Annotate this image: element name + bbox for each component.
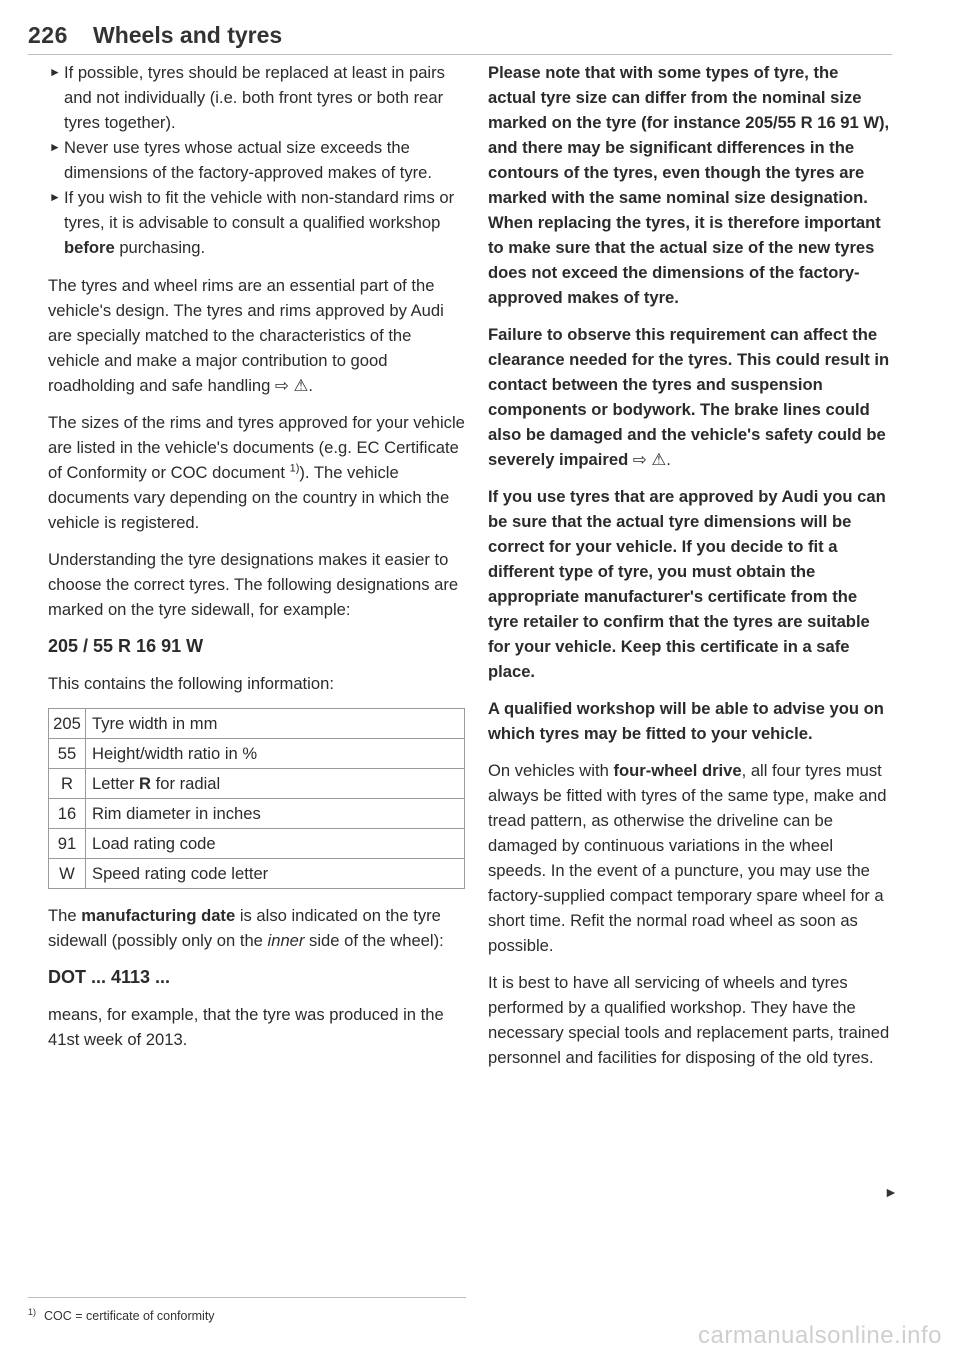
table-cell-code: 16 — [49, 799, 86, 829]
table-row — [49, 769, 465, 799]
table-cell-desc: Letter R for radial — [86, 769, 465, 799]
table-cell-desc: Height/width ratio in % — [86, 739, 465, 769]
warning-paragraph-size: Please note that with some types of tyre, the actual tyre size can differ from the nominal size marked on the tyre (for instance 205/55 R 16 91 W), and there may be significant differences in the contours of the tyres, even though the tyres are marked with the same nominal size designation. When replacing the tyres, it is therefore important to make sure that the actual size of the new tyres does not exceed the dimensions of the factory-approved makes of tyre. — [488, 63, 890, 307]
table-cell-desc: Load rating code — [86, 829, 465, 859]
right-column — [488, 60, 890, 1082]
bullet-list — [48, 60, 466, 260]
warning-reference-link[interactable]: ⇨ ⚠. — [274, 376, 313, 395]
section-title: Wheels and tyres — [93, 22, 283, 48]
list-item — [48, 135, 466, 185]
paragraph-sizes: The sizes of the rims and tyres approved for your vehicle are listed in the vehicle's documents (e.g. EC Certificate of Conformity or COC document $^{1)}$). The vehicle documents vary depending on the country in which the vehicle is registered. — [48, 413, 465, 532]
paragraph-info: This contains the following information: — [48, 674, 334, 693]
watermark: carmanualsonline.info — [698, 1322, 942, 1349]
footnote — [28, 1307, 215, 1323]
bullet-text: If possible, tyres should be replaced at least in pairs and not individually (i.e. both front tyres or both rear tyres together). — [64, 63, 445, 132]
table-row — [49, 709, 465, 739]
bullet-text-end: purchasing. — [114, 238, 206, 257]
bullet-text: Never use tyres whose actual size exceeds the dimensions of the factory-approved makes of tyre. — [64, 138, 433, 182]
continue-arrow-icon: ► — [884, 1184, 898, 1200]
footnote-text: COC = certificate of conformity — [44, 1309, 215, 1324]
footnote-reference[interactable]: 1) — [289, 462, 300, 475]
warning-paragraph-approved: If you use tyres that are approved by Audi you can be sure that the actual tyre dimensions will be correct for your vehicle. If you decide to fit a different type of tyre, you must obtain the appropriate manufacturer's certificate from the tyre retailer to confirm that the tyres are suitable for your vehicle. Keep this certificate in a safe place. — [488, 487, 886, 681]
page-header — [28, 14, 892, 55]
footnote-mark: 1) — [28, 1307, 37, 1317]
warning-reference-link[interactable]: ⇨ ⚠. — [632, 450, 671, 469]
emphasis-before: before — [64, 238, 115, 257]
table-cell-desc: Tyre width in mm — [86, 709, 465, 739]
table-row — [49, 829, 465, 859]
bullet-arrow-icon: ► — [49, 140, 61, 154]
tyre-designation-example: 205 / 55 R 16 91 W — [48, 636, 204, 656]
table-cell-desc: Speed rating code letter — [86, 859, 465, 889]
table-cell-code: 91 — [49, 829, 86, 859]
list-item — [48, 185, 466, 260]
table-cell-code: R — [49, 769, 86, 799]
table-cell-desc: Rim diameter in inches — [86, 799, 465, 829]
table-row — [49, 799, 465, 829]
table-row — [49, 859, 465, 889]
bullet-arrow-icon: ► — [49, 65, 61, 79]
paragraph-servicing: It is best to have all servicing of wheels and tyres performed by a qualified workshop. They have the necessary special tools and replacement parts, trained personnel and facilities for disposing of the old tyres. — [488, 973, 890, 1067]
dot-code-example: DOT ... 4113 ... — [48, 967, 171, 987]
bullet-text: If you wish to fit the vehicle with non-standard rims or tyres, it is advisable to consult a qualified workshop — [64, 188, 455, 232]
paragraph-designations: Understanding the tyre designations makes it easier to choose the correct tyres. The following designations are marked on the tyre sidewall, for example: — [48, 550, 459, 619]
table-cell-code: 55 — [49, 739, 86, 769]
list-item — [48, 60, 466, 135]
warning-paragraph-workshop: A qualified workshop will be able to advise you on which tyres may be fitted to your vehicle. — [488, 699, 884, 743]
table-row — [49, 739, 465, 769]
page-number: 226 — [28, 22, 68, 48]
paragraph-design: The tyres and wheel rims are an essential part of the vehicle's design. The tyres and rims approved by Audi are specially matched to the characteristics of the vehicle and make a major contribution to good roadholding and safe handling ⇨ ⚠. — [48, 276, 444, 395]
paragraph-dot-meaning: means, for example, that the tyre was produced in the 41st week of 2013. — [48, 1005, 444, 1049]
paragraph-four-wheel-drive: On vehicles with four-wheel drive, all four tyres must always be fitted with tyres of the same type, make and tread pattern, as otherwise the driveline can be damaged by continuous variations in the wheel speeds. In the event of a puncture, you may use the factory-supplied compact temporary spare wheel for a short time. Refit the normal road wheel as soon as possible. — [488, 761, 887, 955]
tyre-designation-table — [48, 708, 465, 889]
table-cell-code: W — [49, 859, 86, 889]
paragraph-manufacturing-date: The manufacturing date is also indicated on the tyre sidewall (possibly only on the inner side of the wheel): — [48, 906, 444, 950]
left-column — [48, 60, 466, 1064]
bullet-arrow-icon: ► — [49, 190, 61, 204]
warning-paragraph-clearance: Failure to observe this requirement can affect the clearance needed for the tyres. This could result in contact between the tyres and suspension components or bodywork. The brake lines could also be damaged and the vehicle's safety could be severely impaired ⇨ ⚠. — [488, 325, 890, 469]
footnote-divider — [28, 1297, 466, 1298]
table-cell-code: 205 — [49, 709, 86, 739]
